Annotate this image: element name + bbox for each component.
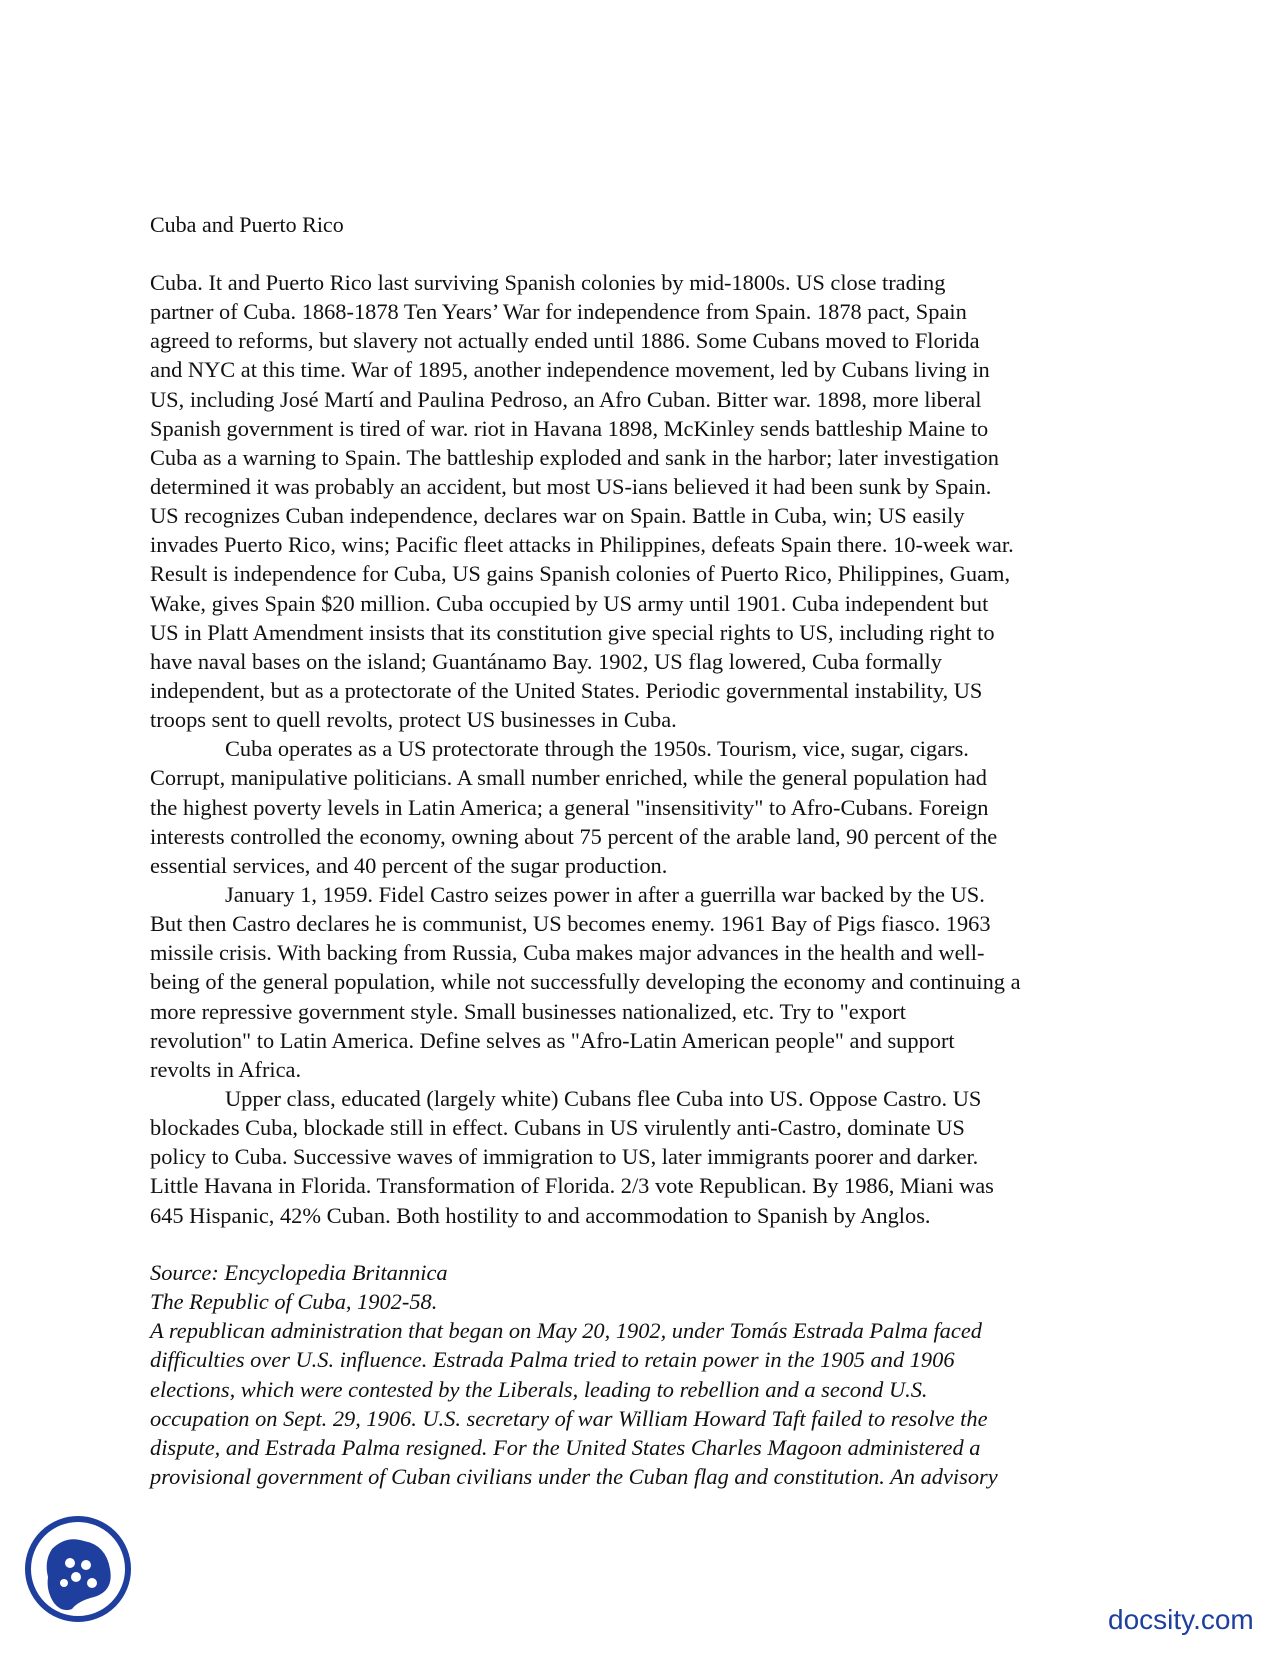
- source-line: occupation on Sept. 29, 1906. U.S. secretary of war William Howard Taft failed to resolve the: [150, 1405, 988, 1431]
- text-line: agreed to reforms, but slavery not actually ended until 1886. Some Cubans moved to Florida: [150, 328, 980, 354]
- source-line: dispute, and Estrada Palma resigned. For the United States Charles Magoon administered a: [150, 1434, 981, 1460]
- text-line: have naval bases on the island; Guantánamo Bay. 1902, US flag lowered, Cuba formally: [150, 648, 942, 674]
- source-excerpt: [150, 1258, 1150, 1491]
- text-line: Corrupt, manipulative politicians. A small number enriched, while the general population had: [150, 765, 987, 791]
- text-line: partner of Cuba. 1868-1878 Ten Years’ War for independence from Spain. 1878 pact, Spain: [150, 299, 967, 325]
- text-line: independent, but as a protectorate of the United States. Periodic governmental instability, US: [150, 677, 983, 703]
- source-line: A republican administration that began on May 20, 1902, under Tomás Estrada Palma faced: [150, 1318, 982, 1344]
- text-line: US, including José Martí and Paulina Pedroso, an Afro Cuban. Bitter war. 1898, more liberal: [150, 386, 982, 412]
- text-line: Cuba operates as a US protectorate through the 1950s. Tourism, vice, sugar, cigars.: [225, 736, 969, 762]
- text-line: blockades Cuba, blockade still in effect. Cubans in US virulently anti-Castro, dominate US: [150, 1115, 965, 1141]
- text-line: policy to Cuba. Successive waves of immigration to US, later immigrants poorer and darker.: [150, 1144, 979, 1170]
- docsity-logo-icon[interactable]: [22, 1513, 134, 1625]
- text-line: being of the general population, while not successfully developing the economy and continuing a: [150, 969, 1021, 995]
- text-line: interests controlled the economy, owning about 75 percent of the arable land, 90 percent of the: [150, 823, 998, 849]
- body-text: [150, 268, 1150, 1230]
- text-line: Cuba. It and Puerto Rico last surviving Spanish colonies by mid-1800s. US close trading: [150, 270, 946, 295]
- text-line: determined it was probably an accident, but most US-ians believed it had been sunk by Spain.: [150, 473, 992, 499]
- source-line: The Republic of Cuba, 1902-58.: [150, 1289, 438, 1315]
- text-line: Wake, gives Spain $20 million. Cuba occupied by US army until 1901. Cuba independent but: [150, 590, 989, 616]
- text-line: and NYC at this time. War of 1895, another independence movement, led by Cubans living in: [150, 357, 990, 383]
- text-line: revolts in Africa.: [150, 1056, 302, 1082]
- text-line: revolution" to Latin America. Define selves as "Afro-Latin American people" and support: [150, 1027, 955, 1053]
- text-line: Little Havana in Florida. Transformation of Florida. 2/3 vote Republican. By 1986, Miani was: [150, 1173, 994, 1199]
- page-title: Cuba and Puerto Rico: [150, 212, 344, 237]
- text-line: 645 Hispanic, 42% Cuban. Both hostility to and accommodation to Spanish by Anglos.: [150, 1202, 931, 1228]
- source-line: elections, which were contested by the Liberals, leading to rebellion and a second U.S.: [150, 1376, 928, 1402]
- text-line: Upper class, educated (largely white) Cubans flee Cuba into US. Oppose Castro. US: [225, 1085, 982, 1111]
- text-line: US recognizes Cuban independence, declares war on Spain. Battle in Cuba, win; US easily: [150, 503, 965, 529]
- text-line: But then Castro declares he is communist, US becomes enemy. 1961 Bay of Pigs fiasco. 1963: [150, 911, 991, 937]
- text-line: essential services, and 40 percent of the sugar production.: [150, 852, 668, 878]
- source-line: provisional government of Cuban civilians under the Cuban flag and constitution. An advisory: [150, 1463, 998, 1489]
- text-line: Cuba as a warning to Spain. The battleship exploded and sank in the harbor; later investigation: [150, 444, 999, 470]
- text-line: US in Platt Amendment insists that its constitution give special rights to US, including right to: [150, 619, 995, 645]
- text-line: January 1, 1959. Fidel Castro seizes power in after a guerrilla war backed by the US.: [225, 881, 985, 907]
- source-line: difficulties over U.S. influence. Estrada Palma tried to retain power in the 1905 and 1906: [150, 1347, 955, 1373]
- text-line: troops sent to quell revolts, protect US businesses in Cuba.: [150, 707, 677, 733]
- docsity-link[interactable]: docsity.com: [1108, 1604, 1254, 1635]
- text-line: Spanish government is tired of war. riot in Havana 1898, McKinley sends battleship Maine to: [150, 415, 989, 441]
- source-line: Source: Encyclopedia Britannica: [150, 1260, 448, 1285]
- text-line: the highest poverty levels in Latin America; a general "insensitivity" to Afro-Cubans. Foreign: [150, 794, 989, 820]
- text-line: invades Puerto Rico, wins; Pacific fleet attacks in Philippines, defeats Spain there. 10-week war.: [150, 532, 1014, 558]
- text-line: missile crisis. With backing from Russia, Cuba makes major advances in the health and well-: [150, 940, 985, 966]
- text-line: Result is independence for Cuba, US gains Spanish colonies of Puerto Rico, Philippines, Guam,: [150, 561, 1011, 587]
- text-line: more repressive government style. Small businesses nationalized, etc. Try to "export: [150, 998, 906, 1024]
